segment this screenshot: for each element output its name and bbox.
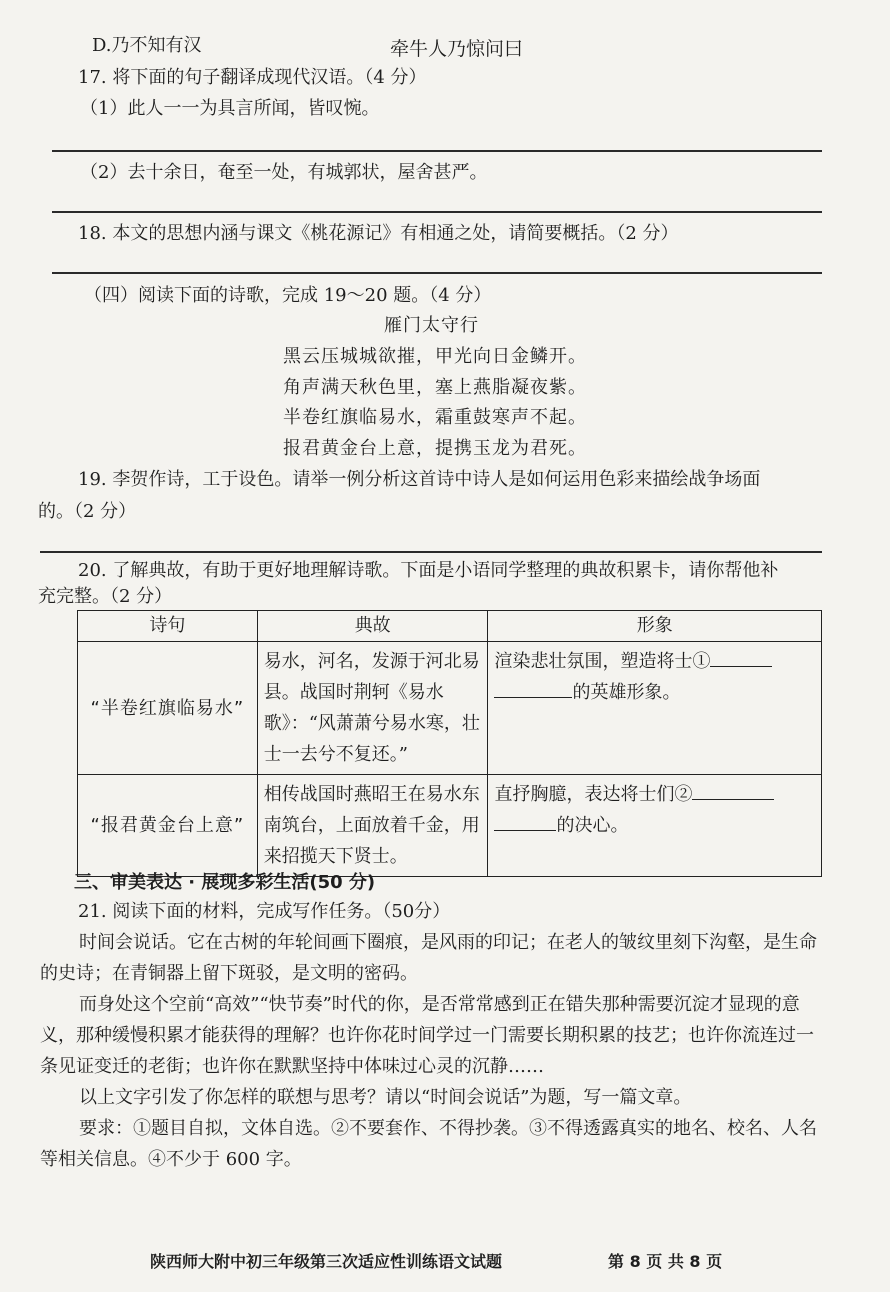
q21-material-p2: 而身处这个空前“高效”“快节奏”时代的你，是否常常感到正在错失那种需要沉淀才显现的意义，那种缓慢积累才能获得的理解？也许你花时间学过一门需要长期积累的技艺；也许你流连过一条见证变迁的老街；也许你在默默坚持中体味过心灵的沉静…… (40, 994, 814, 1077)
option-d: D.乃不知有汉 (92, 35, 202, 56)
allusion-cell: 易水，河名，发源于河北易县。战国时荆轲《易水歌》：“风萧萧兮易水寒，壮士一去兮不复还。” (257, 642, 488, 775)
q17-stem: 17. 将下面的句子翻译成现代汉语。（4 分） (78, 67, 427, 88)
allusion-card-table (77, 610, 822, 877)
handwritten-note: 牵牛人乃惊问曰 (390, 38, 524, 60)
fill-blank-1a[interactable] (710, 646, 772, 667)
fill-blank-2a[interactable] (692, 779, 774, 800)
table-row (78, 775, 822, 877)
image-cell (488, 775, 822, 877)
table-row (78, 642, 822, 775)
answer-line (52, 150, 822, 152)
table-header-row (78, 611, 822, 642)
footer-title: 陕西师大附中初三年级第三次适应性训练语文试题 (150, 1252, 503, 1271)
image-text: 的决心。 (556, 815, 629, 836)
q17-sentence-1: （1）此人一一为具言所闻，皆叹惋。 (80, 98, 380, 119)
q18-stem: 18. 本文的思想内涵与课文《桃花源记》有相通之处，请简要概括。（2 分） (78, 223, 679, 244)
q21-stem: 21. 阅读下面的材料，完成写作任务。（50分） (78, 901, 451, 922)
header-image: 形象 (488, 611, 822, 642)
q17-sentence-2: （2）去十余日，奄至一处，有城郭状，屋舍甚严。 (80, 162, 488, 183)
answer-line (40, 551, 822, 553)
q20-line-1: 20. 了解典故，有助于更好地理解诗歌。下面是小语同学整理的典故积累卡，请你帮他补 (78, 560, 779, 581)
poem-line: 角声满天秋色里，塞上燕脂凝夜紫。 (283, 377, 587, 398)
answer-line (52, 272, 822, 274)
poem-line: 半卷红旗临易水，霜重鼓寒声不起。 (283, 407, 587, 428)
fill-blank-1b[interactable] (494, 677, 572, 698)
q21-requirements: 要求：①题目自拟，文体自选。②不要套作、不得抄袭。③不得透露真实的地名、校名、人名等相关信息。④不少于 600 字。 (40, 1118, 817, 1170)
header-verse: 诗句 (78, 611, 258, 642)
answer-line (52, 211, 822, 213)
poem-line: 黑云压城城欲摧，甲光向日金鳞开。 (283, 346, 587, 367)
q19-line-2: 的。（2 分） (38, 501, 137, 522)
header-allusion: 典故 (257, 611, 488, 642)
image-text: 渲染悲壮氛围，塑造将士① (494, 651, 711, 672)
verse-cell: “报君黄金台上意” (78, 775, 258, 877)
image-cell (488, 642, 822, 775)
poem-line: 报君黄金台上意，提携玉龙为君死。 (283, 438, 587, 459)
q21-material-p3: 以上文字引发了你怎样的联想与思考？请以“时间会说话”为题，写一篇文章。 (79, 1087, 692, 1108)
q19-line-1: 19. 李贺作诗，工于设色。请举一例分析这首诗中诗人是如何运用色彩来描绘战争场面 (78, 469, 761, 490)
part4-heading: （四）阅读下面的诗歌，完成 19～20 题。（4 分） (84, 285, 492, 306)
image-text: 的英雄形象。 (572, 682, 681, 703)
image-text: 直抒胸臆，表达将士们② (494, 784, 693, 805)
q20-line-2: 充完整。（2 分） (38, 586, 173, 607)
part3-heading: 三、审美表达 · 展现多彩生活(50 分) (74, 872, 376, 893)
q21-material-p1: 时间会说话。它在古树的年轮间画下圈痕，是风雨的印记；在老人的皱纹里刻下沟壑，是生命的史诗；在青铜器上留下斑驳，是文明的密码。 (40, 932, 817, 984)
page-number: 第 8 页 共 8 页 (608, 1252, 723, 1271)
fill-blank-2b[interactable] (494, 810, 556, 831)
poem-title: 雁门太守行 (384, 315, 479, 336)
verse-cell: “半卷红旗临易水” (78, 642, 258, 775)
allusion-cell: 相传战国时燕昭王在易水东南筑台，上面放着千金，用来招揽天下贤士。 (257, 775, 488, 877)
